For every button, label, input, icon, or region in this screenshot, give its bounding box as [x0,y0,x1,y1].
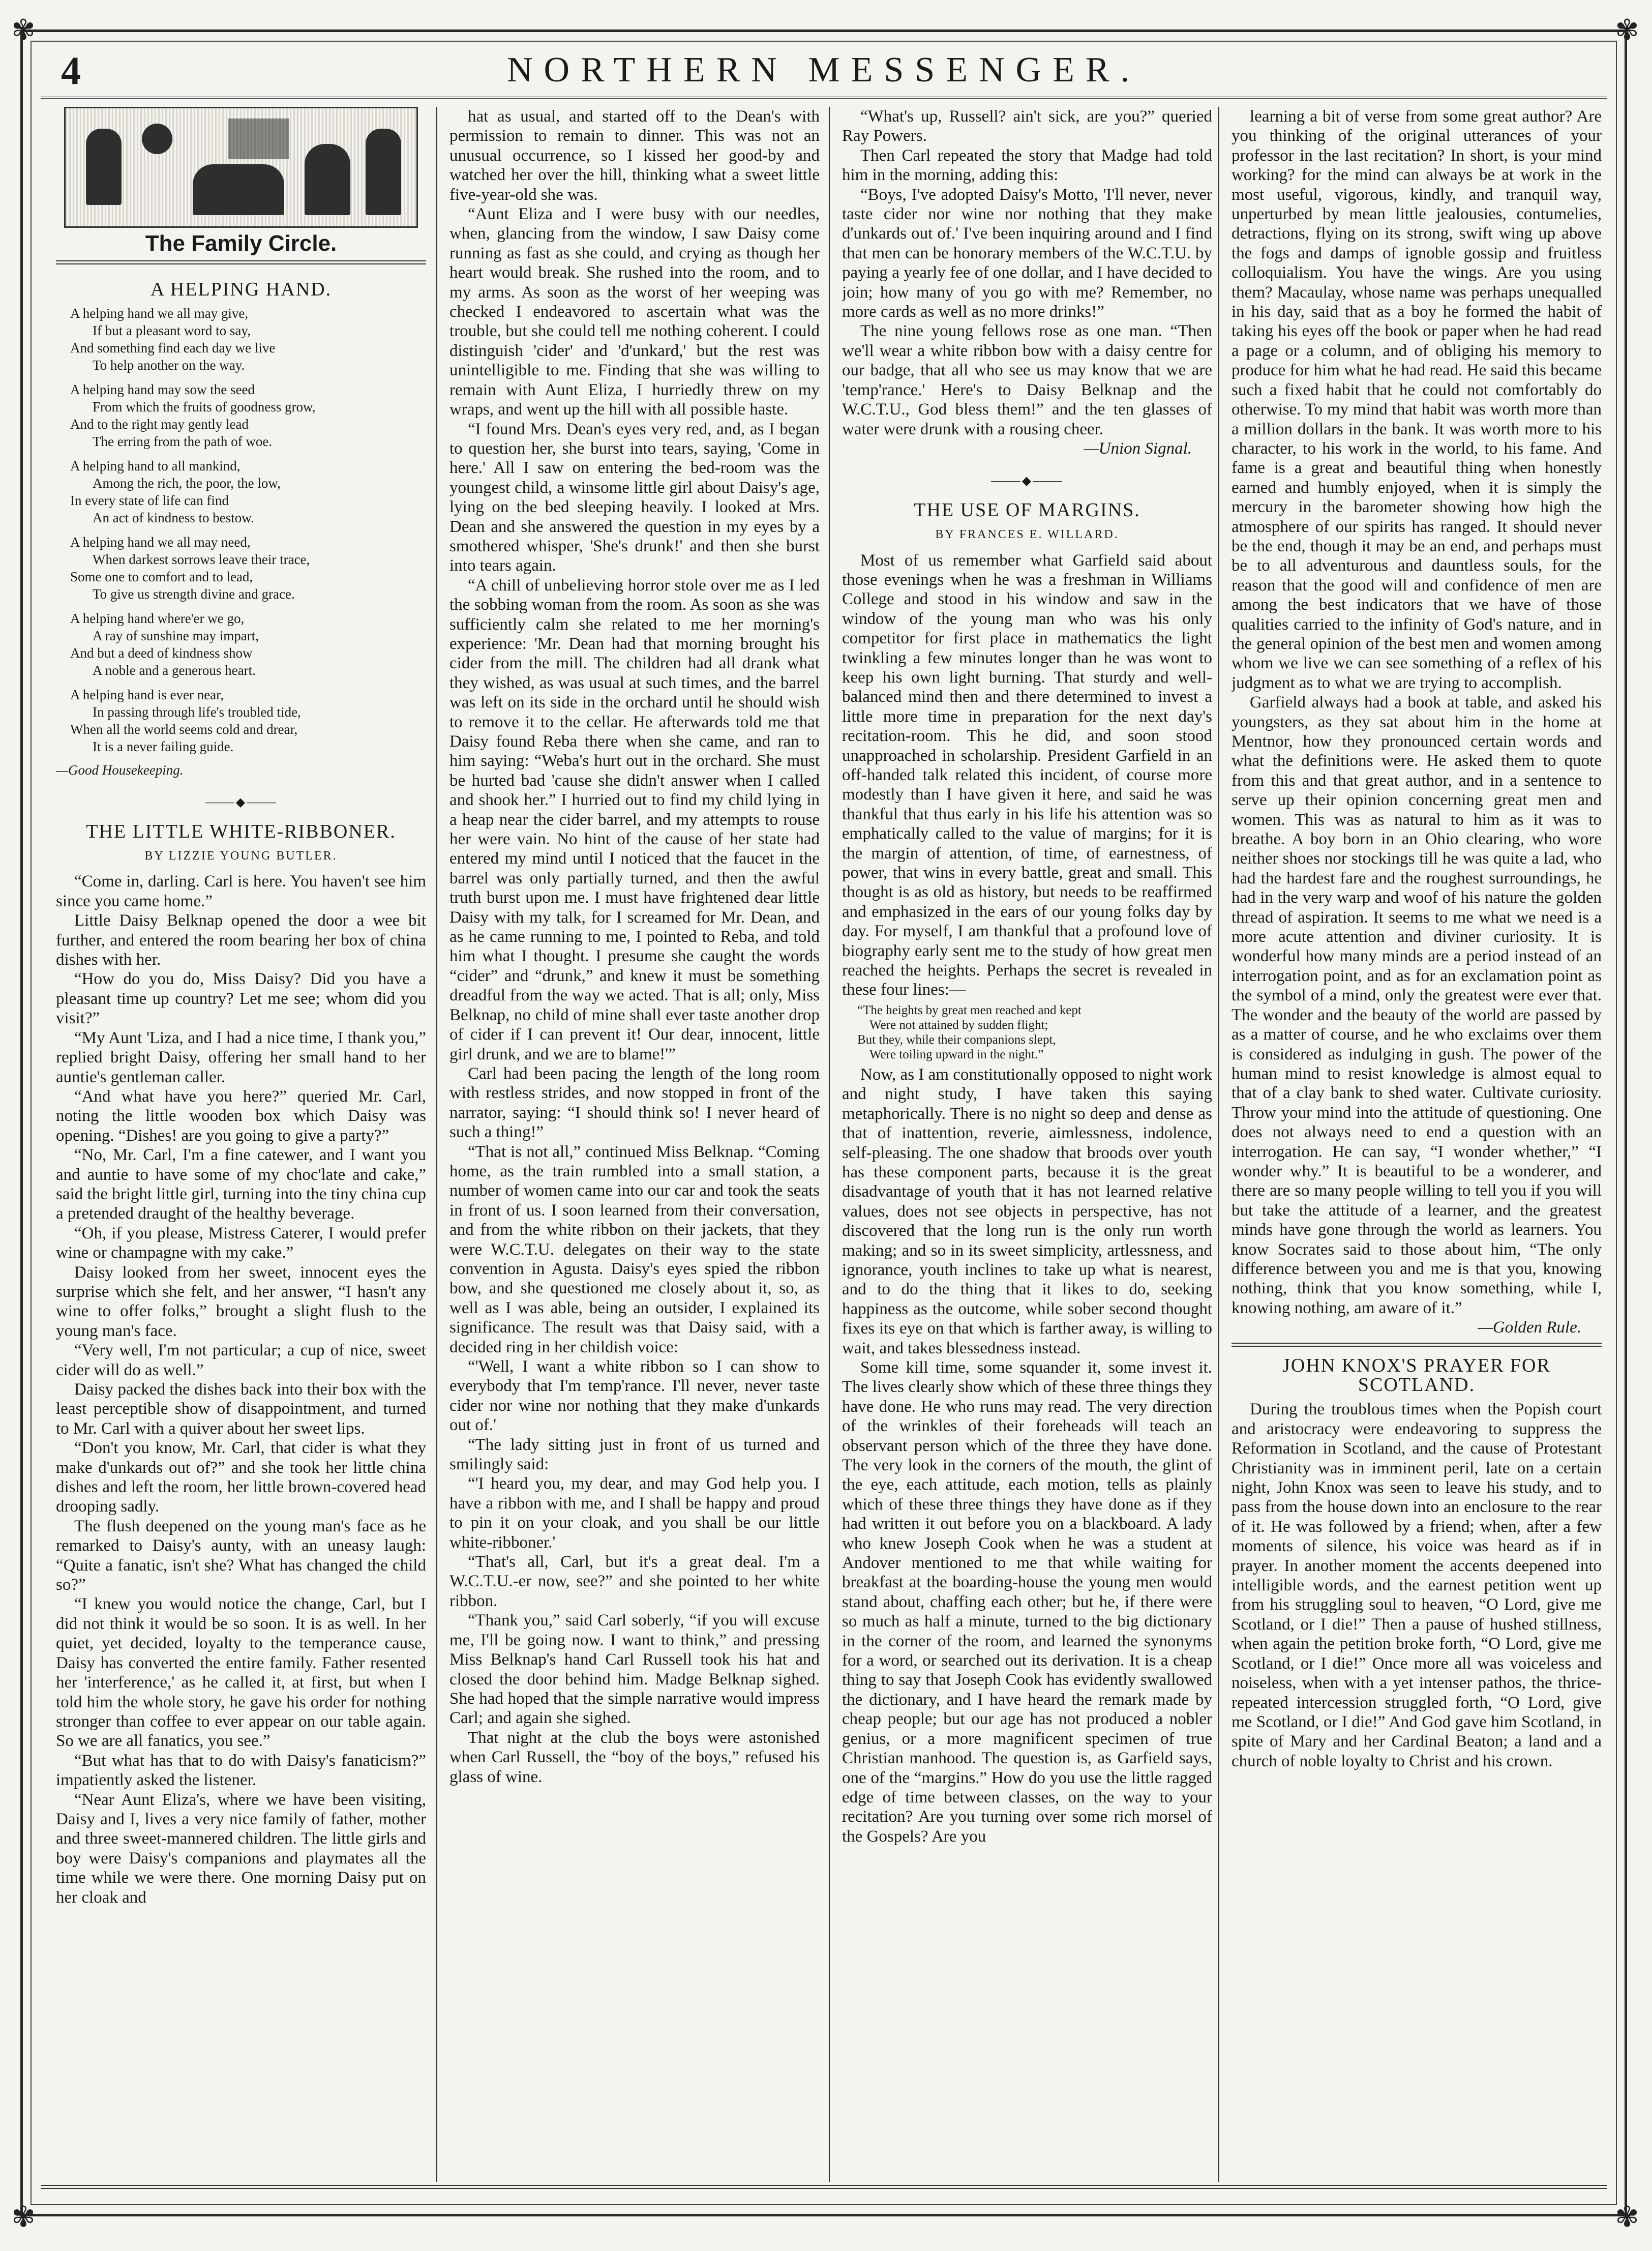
poem-line: A helping hand to all mankind, [70,458,241,473]
paragraph: Little Daisy Belknap opened the door a wee bit further, and entered the room bearing her box of china dishes with her. [56,911,426,969]
figure-silhouette [366,129,401,215]
paragraph: “But what has that to do with Daisy's fanaticism?” impatiently asked the listener. [56,1751,426,1790]
figure-silhouette [86,129,122,205]
paragraph: “Aunt Eliza and I were busy with our needles, when, glancing from the window, I saw Daisy come running as fast as she could, and crying as though her heart would break. She rushed into the room, and to my arms. As soon as the worst of her weeping was checked I endeavored to ascertain what was the trouble, but she could tell me nothing coherent. I could distinguish 'cider' and 'd'unkard,' but the rest was unintelligible to me. Finding that she was willing to remain with Aunt Eliza, I hurriedly threw on my wraps, and went up the hill with all possible haste. [449,205,820,419]
poem-stanza [70,305,426,374]
paragraph: “Boys, I've adopted Daisy's Motto, 'I'll never, never taste cider nor wine nor nothing that they make d'unkards out of.' I've been inquiring around and I find that men can be honorary members of the W.C.T.U. by paying a yearly fee of one dollar, and I have decided to join; how many of you go with me? Remember, no more cards as well as no more drinks!” [842,185,1212,321]
clock-silhouette [142,124,172,154]
article-credit: —Golden Rule. [1478,1318,1581,1337]
article-byline: BY FRANCES E. WILLARD. [935,528,1119,542]
poem-line: A noble and a generous heart. [93,662,256,678]
paragraph: “'I heard you, my dear, and may God help you. I have a ribbon with me, and I shall be happy and proud to pin it on your cloak, and you shall be our little white-ribboner.' [449,1474,820,1552]
poem-line: To give us strength divine and grace. [93,586,295,602]
quote-line: But they, while their companions slept, [857,1032,1056,1047]
article-title-knox: JOHN KNOX'S PRAYER FOR SCOTLAND. [1282,1354,1551,1396]
poem-stanza [70,610,426,679]
quote-line: Were toiling upward in the night.” [869,1047,1044,1061]
corner-ornament-bottom-left: ✾ [11,2201,36,2234]
paragraph: “Very well, I'm not particular; a cup of nice, sweet cider will do as well.” [56,1341,426,1379]
paragraph: “Near Aunt Eliza's, where we have been visiting, Daisy and I, lives a very nice family of father, mother and three sweet-mannered children. The little girls and boy were Daisy's companions and playmates all the time while we were there. One morning Daisy put on her cloak and [56,1790,426,1907]
paragraph: Carl had been pacing the length of the long room with restless strides, and now stopped in front of the narrator, saying: “I should think so! I never heard of such a thing!” [449,1064,820,1142]
block-quote [857,1003,1212,1062]
poem-line: From which the fruits of goodness grow, [93,399,316,414]
article-credit: —Union Signal. [1084,439,1192,458]
paragraph: “My Aunt 'Liza, and I had a nice time, I thank you,” replied bright Daisy, offering her small hand to her auntie's gentleman caller. [56,1028,426,1086]
column-rule [436,107,437,2182]
figure-silhouette [305,144,350,215]
column-2 [449,107,820,2182]
page-header [41,41,1607,99]
article-title-white-ribboner: THE LITTLE WHITE-RIBBONER. [86,820,396,842]
article-body [449,107,820,1787]
poem-line: To help another on the way. [93,357,245,373]
poem-stanza [70,457,426,526]
article-body [842,551,1212,1000]
poem-helping-hand [70,305,426,755]
paragraph: During the troublous times when the Popish court and aristocracy were endeavoring to suppress the Reformation in Scotland, and the cause of Protestant Christianity was in imminent peril, late on a certain night, John Knox was seen to leave his study, and to pass from the house down into an enclosure to the rear of it. He was followed by a friend; when, after a few moments of silence, his voice was heard as if in prayer. In another moment the accents deepened into intelligible words, and the earnest petition went up from his struggling soul to heaven, “O Lord, give me Scotland, or I die!” Then a pause of hushed stillness, when again the petition broke forth, “O Lord, give me Scotland, or I die!” Once more all was voiceless and noiseless, when with a yet intenser pathos, the thrice-repeated intercession struggled forth, “O Lord, give me Scotland, or I die!” And God gave him Scotland, in spite of Mary and her Cardinal Beaton; a land and a church of noble loyalty to Christ and his crown. [1232,1400,1602,1770]
poem-line: If but a pleasant word to say, [93,322,251,338]
poem-line: A helping hand we all may give, [70,305,249,321]
poem-line: A helping hand is ever near, [70,687,224,702]
poem-stanza [70,686,426,755]
poem-line: The erring from the path of woe. [93,433,273,449]
poem-line: A helping hand where'er we go, [70,610,245,626]
section-heading-family-circle: The Family Circle. [145,231,337,256]
paragraph: “'Well, I want a white ribbon so I can show to everybody that I'm temp'rance. I'll never, never taste cider nor wine nor nothing that they make d'unkards out of.' [449,1357,820,1435]
poem-line: And to the right may gently lead [70,416,249,432]
poem-line: It is a never failing guide. [93,738,234,754]
paragraph: “What's up, Russell? ain't sick, are you?” queried Ray Powers. [842,107,1212,145]
article-body [1232,107,1602,1318]
window-silhouette [228,119,289,159]
paragraph: Most of us remember what Garfield said about those evenings when he was a freshman in Williams College and stood in his window and saw in the window of the young man who was his only competitor for first place in mathematics the light twinkling a few minutes longer than he was wont to keep his own light burning. That sturdy and well-balanced mind then and there determined to invest a little more time in preparation for the next day's recitation-room. This he did, and soon stood unapproached in scholarship. President Garfield in an off-handed talk related this incident, of course more modestly than I have given it here, and said he was thankful that thus early in his life his attention was so emphatically called to the value of margins; for it is the margin of attention, of time, of earnestness, of power, that wins in every battle, great and small. This thought is as old as history, but needs to be reaffirmed and emphasized in the ears of our young folks day by day. For myself, I am thankful that a profound love of biography early sent me to the study of how great men reached the heights. Perhaps the secret is revealed in these four lines:— [842,551,1212,999]
paragraph: Daisy looked from her sweet, innocent eyes the surprise which she felt, and her answer, “I hasn't any wine to offer folks,” brought a slight flush to the young man's face. [56,1263,426,1340]
corner-ornament-top-left: ✾ [11,14,36,47]
paragraph: “Don't you know, Mr. Carl, that cider is what they make d'unkards out of?” and she took her little china dishes and left the room, her little brown-covered head drooping sadly. [56,1439,426,1516]
article-body [842,1065,1212,1846]
paragraph: “That is not all,” continued Miss Belknap. “Coming home, as the train rumbled into a small station, a number of women came into our car and took the seats in front of us. I soon learned from their conversation, and from the white ribbon on their jackets, that they were W.C.T.U. delegates on their way to the state convention in Agusta. Daisy's eyes spied the ribbon bow, and she questioned me closely about it, so, as well as I was able, being an outsider, I explained its significance. The result was that Daisy said, with a decided ring in her childish voice: [449,1142,820,1356]
article-body [842,107,1212,439]
poem-line: And but a deed of kindness show [70,645,253,661]
paragraph: Now, as I am constitutionally opposed to night work and night study, I have taken this saying metaphorically. There is no night so deep and dense as that of inattention, reverie, aimlessness, indolence, self-pleasing. The one shadow that broods over youth has these component parts, because it is the great disadvantage of youth that it has not learned relative values, does not see objects in perspective, has not discovered that the long run is the only run worth making; and so in its sweet simplicity, artlessness, and ignorance, youth inclines to take up what is nearest, and to do the thing that it likes to do, seeking happiness as the outcome, while sober second thought fixes its eye on that which is farther away, is willing to wait, and takes blessedness instead. [842,1065,1212,1357]
article-divider: ⸻◆⸻ [204,796,278,810]
poem-stanza [70,381,426,450]
paragraph: “I found Mrs. Dean's eyes very red, and, as I began to question her, she burst into tears, saying, 'Come in here.' All I saw on entering the bed-room was the youngest child, a winsome little girl about Daisy's age, lying on the bed sleeping heavily. I looked at Mrs. Dean and she answered the question in my eyes by a smothered whisper, 'She's drunk!' and then she burst into tears again. [449,420,820,575]
corner-ornament-bottom-right: ✾ [1615,2201,1639,2234]
paragraph: Garfield always had a book at table, and asked his youngsters, as they sat about him in the home at Mentnor, how they pronounced certain words and what the definitions were. He asked them to quote from this and that great author, and in a sentence to serve up their opinion concerning great men and women. This was as natural to him as it was to breathe. A boy born in an Ohio clearing, who wore neither shoes nor stockings till he was quite a lad, who had the hardest fare and the roughest surroundings, he had in the very warp and woof of his nature the golden thread of aspiration. It seems to me what we need is a more acute attention and diviner curiosity. It is wonderful how many minds are a period instead of an interrogation point, and as for an exclamation point as the symbol of a mind, only the greatest were ever that. The wonder and the beauty of the world are passed by as a matter of course, and he who exclaims over them is considered as indulging in gush. The power of the human mind to resist knowledge is almost equal to that of a clay bank to shed water. Cultivate curiosity. Throw your mind into the attitude of questioning. One does not always need to end a question with an interrogation. He can say, “I wonder whether,” “I wonder why.” It is beautiful to be a wonderer, and there are so many people willing to tell you if you will but take the attitude of a learner, and the greatest minds have gone through the world as learners. You know Socrates said to those about him, “The only difference between you and me is that you, knowing nothing, think that you know something, while I, knowing nothing, am aware of it.” [1232,693,1602,1317]
paragraph: That night at the club the boys were astonished when Carl Russell, the “boy of the boys,” refused his glass of wine. [449,1728,820,1786]
section-rule [56,260,426,264]
paragraph: “How do you do, Miss Daisy? Did you have a pleasant time up country? Let me see; whom did you visit?” [56,970,426,1028]
poem-line: In every state of life can find [70,492,229,508]
article-body [1232,1400,1602,1771]
paragraph: “Oh, if you please, Mistress Caterer, I would prefer wine or champagne with my cake.” [56,1224,426,1262]
poem-line: Some one to comfort and to lead, [70,569,253,584]
poem-line: When darkest sorrows leave their trace, [93,551,310,567]
quote-line: “The heights by great men reached and kept [857,1003,1082,1017]
paragraph: “A chill of unbelieving horror stole over me as I led the sobbing woman from the room. As soon as she was sufficiently calm she related to me her morning's experience: 'Mr. Dean had that morning brought his cider from the mill. The children had all drank what they wished, as was usual at such times, and the barrel was left on its side in the orchard until he should wish to remove it to the cellar. He afterwards told me that Daisy found Reba there when she came, and ran to him saying: “Weba's hurt out in the orchard. She must be hurted bad 'cause she didn't answer when I called and shook her.” I hurried out to find my child lying in a heap near the cider barrel, and my attempts to rouse her were vain. No hint of the cause of her state had entered my mind until I noticed that the faucet in the barrel was only partially turned, and then the awful truth burst upon me. I must have frightened dear little Daisy with my talk, for I screamed for Mr. Dean, and as he came running to me, I pointed to Reba, and told him what I thought. I presume she caught the words “cider” and “drunk,” and knew it must be something dreadful from the way we acted. That is all; only, Miss Belknap, no child of mine shall ever taste another drop of cider if I can prevent it! Our dear, innocent, little girl drunk, and we are to blame!'” [449,576,820,1063]
column-rule [1218,107,1219,2182]
paragraph: Some kill time, some squander it, some invest it. The lives clearly show which of these three things they have done. He who runs may read. The very direction of the wrinkles of their foreheads will teach an observant person which of the three they have done. The very look in the corners of the mouth, the glint of the eye, each attitude, each motion, tells as plainly which of these three things they have done as if they had written it out before you on a blackboard. A lady who knew Joseph Cook when he was a student at Andover mentioned to me that while waiting for breakfast at the boarding-house the young men would stand about, chaffing each other; but he, if there were so much as half a minute, turned to the big dictionary in the corner of the room, and learned the synonyms for a word, or searched out its derivation. It is a cheap thing to say that Joseph Cook has evidently swallowed the dictionary, and I have heard the remark made by cheap people; but our age has not produced a nobler genius, or a more magnificent specimen of true Christian manhood. The question is, as Garfield says, one of the “margins.” How do you use the little ragged edge of time between classes, on the way to your recitation? Are you turning over some rich morsel of the Gospels? Are you [842,1358,1212,1846]
paragraph: The flush deepened on the young man's face as he remarked to Daisy's aunty, with an uneasy laugh: “Quite a fanatic, isn't she? What has changed the child so?” [56,1517,426,1594]
poem-line: Among the rich, the poor, the low, [93,475,281,491]
poem-line: And something find each day we live [70,340,276,356]
family-scene-engraving [64,107,418,228]
paragraph: “No, Mr. Carl, I'm a fine catewer, and I want you and auntie to have some of my choc'late and cake,” said the bright little girl, turning into the tiny china cup a pretended draught of the healthy beverage. [56,1146,426,1223]
article-title-margins: THE USE OF MARGINS. [914,499,1140,521]
column-4 [1232,107,1602,2182]
paragraph: “The lady sitting just in front of us turned and smilingly said: [449,1435,820,1474]
section-rule [1232,1343,1602,1347]
column-rule [829,107,830,2182]
paragraph: Then Carl repeated the story that Madge had told him in the morning, adding this: [842,146,1212,185]
masthead: NORTHERN MESSENGER. [506,50,1141,90]
poem-title: A HELPING HAND. [150,279,332,301]
column-3 [842,107,1212,2182]
paragraph: The nine young fellows rose as one man. “Then we'll wear a white ribbon bow with a daisy centre for our badge, that all who see us may know that we are 'temp'rance.' Here's to Daisy Belknap and the W.C.T.U., God bless them!” and the ten glasses of water were drunk with a rousing cheer. [842,322,1212,438]
corner-ornament-top-right: ✾ [1615,14,1639,47]
poem-credit: —Good Housekeeping. [56,762,184,778]
poem-line: A helping hand we all may need, [70,534,251,550]
poem-line: A ray of sunshine may impart, [93,628,259,643]
quote-line: Were not attained by sudden flight; [869,1018,1048,1032]
paragraph: learning a bit of verse from some great author? Are you thinking of the original utterances of your professor in the last recitation? In short, is your mind working? for the mind can always be at work in the most useful, vigorous, kindly, and tranquil way, unperturbed by mean little jealousies, contumelies, detractions, flying on its strong, swift wing up above the fogs and damps of ignoble gossip and fruitless colloquialism. You have the wings. Are you using them? Macaulay, whose name was perhaps unequalled in his day, said that as a boy he formed the habit of taking his eyes off the book or paper when he had read a page or a column, and of obliging his memory to produce for him what he had read. He said this became such a fixed habit that he could not comfortably do otherwise. To my mind that habit was worth more than a million dollars in the bank. It was worth more to his character, to his work in the world, to his fame. And fame is a great and beautiful thing when honestly earned and humbly enjoyed, when it is simply the mercury in the barometer showing how high the atmosphere of our spirits has ranged. It should never be the end, though it may be an end, and perhaps must be to all adventurous and dauntless souls, for the reason that the good will and confidence of men are among the best indicators that we have of those qualities carried to the infinity of God's nature, and in the general opinion of the best men and women among whom we live we can see something of a reflex of his judgment as to what we are trying to accomplish. [1232,107,1602,692]
poem-stanza [70,534,426,603]
article-body [56,872,426,1907]
paragraph: Daisy packed the dishes back into their box with the least perceptible show of disappointment, and turned to Mr. Carl with a quiver about her sweet lips. [56,1380,426,1438]
poem-line: An act of kindness to bestow. [93,510,254,525]
paragraph: “And what have you here?” queried Mr. Carl, noting the little wooden box which Daisy was opening. “Dishes! are you going to give a party?” [56,1087,426,1145]
poem-line: When all the world seems cold and drear, [70,721,298,737]
article-byline: BY LIZZIE YOUNG BUTLER. [144,849,338,863]
paragraph: “I knew you would notice the change, Carl, but I did not think it would be so soon. It is as well. In her quiet, yet decided, loyalty to the temperance cause, Daisy has converted the entire family. Father resented her 'interference,' as he called it, at first, but when I told him the whole story, he gave his order for nothing stronger than coffee to ever appear on our table again. So we are all fanatics, you see.” [56,1595,426,1751]
paragraph: “Thank you,” said Carl soberly, “if you will excuse me, I'll be going now. I want to think,” and pressing Miss Belknap's hand Carl Russell took his hat and closed the door behind him. Madge Belknap sighed. She had hoped that the simple narrative would impress Carl; and again she sighed. [449,1611,820,1728]
poem-line: In passing through life's troubled tide, [93,704,301,720]
paragraph: hat as usual, and started off to the Dean's with permission to remain to dinner. This was not an unusual occurrence, so I kissed her good-by and watched her over the hill, thinking what a sweet little five-year-old she was. [449,107,820,204]
paragraph: “That's all, Carl, but it's a great deal. I'm a W.C.T.U.-er now, see?” and she pointed to her white ribbon. [449,1553,820,1610]
page-number: 4 [61,48,81,93]
poem-line: A helping hand may sow the seed [70,381,255,397]
column-1 [56,107,426,2182]
figures-group-silhouette [193,164,284,215]
bottom-border-rule [41,2185,1607,2189]
article-divider: ⸻◆⸻ [990,475,1064,488]
paragraph: “Come in, darling. Carl is here. You haven't see him since you came home.” [56,872,426,910]
